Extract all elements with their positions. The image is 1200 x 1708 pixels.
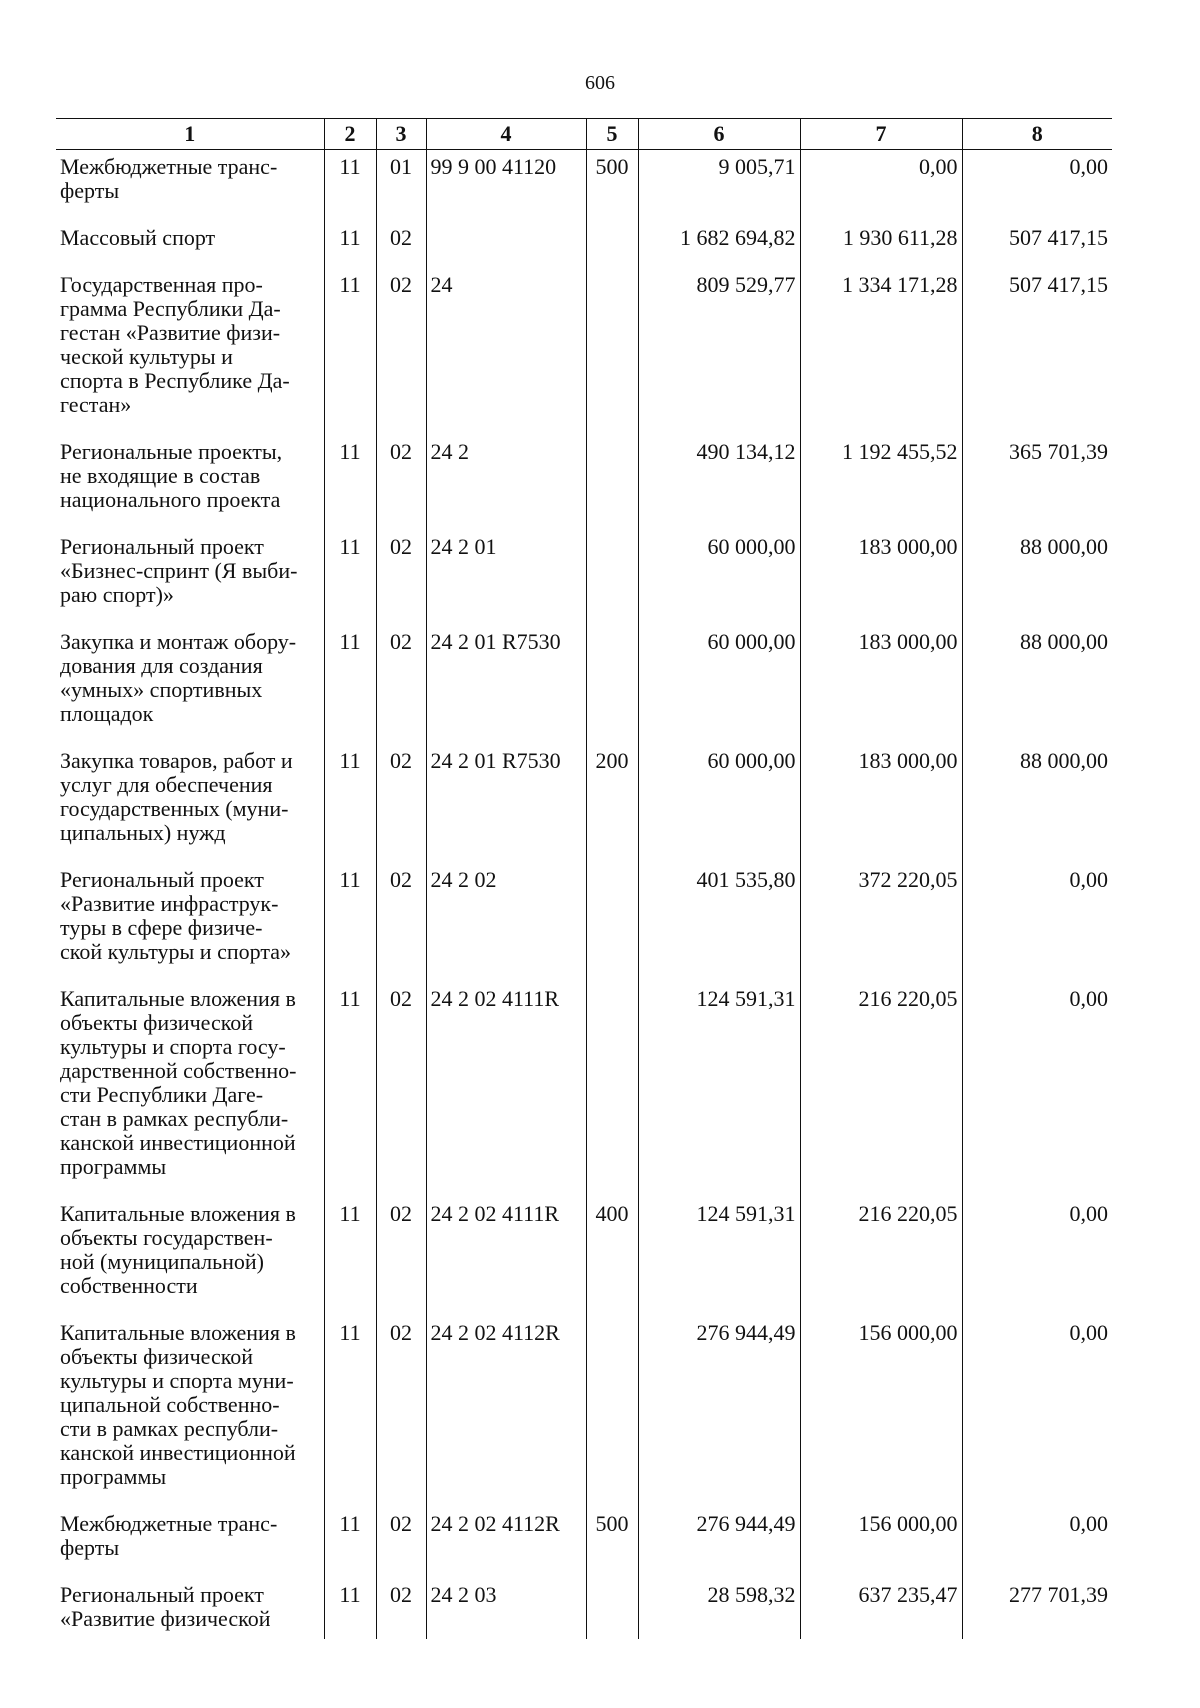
- amount-column-8: [962, 530, 1112, 625]
- expense-type-code: [586, 221, 638, 268]
- amount-column-8: [962, 1197, 1112, 1316]
- amount-column-6: [638, 625, 800, 744]
- section-code-text: 11: [339, 986, 361, 1011]
- amount-column-6: [638, 268, 800, 435]
- section-code: [324, 982, 376, 1197]
- amount-column-8-text: 0,00: [1069, 1511, 1108, 1536]
- table-row: [56, 1316, 1112, 1507]
- amount-column-7-text: 183 000,00: [858, 629, 958, 654]
- amount-column-7-text: 216 220,05: [858, 1201, 958, 1226]
- section-code-text: 11: [339, 534, 361, 559]
- target-article-code-text: 24: [430, 272, 453, 297]
- section-code-text: 11: [339, 225, 361, 250]
- subsection-code: [376, 530, 426, 625]
- section-code-text: 11: [339, 272, 361, 297]
- subsection-code-text: 02: [390, 1201, 412, 1226]
- amount-column-8-text: 507 417,15: [1009, 225, 1108, 250]
- column-header-3: 3: [376, 119, 426, 150]
- target-article-code-text: 24 2: [430, 439, 469, 464]
- table-row: [56, 1578, 1112, 1639]
- target-article-code-text: 24 2 01: [430, 534, 497, 559]
- item-name-text: Капитальные вложения в объекты государствен- ной (муниципальной) собственности: [60, 1201, 296, 1298]
- amount-column-8: [962, 1507, 1112, 1578]
- amount-column-8-text: 0,00: [1069, 1320, 1108, 1345]
- table-row: [56, 1197, 1112, 1316]
- amount-column-7: [800, 625, 962, 744]
- expense-type-code: [586, 982, 638, 1197]
- table-row: [56, 625, 1112, 744]
- table-row: [56, 150, 1112, 222]
- amount-column-6: [638, 150, 800, 222]
- item-name: [56, 1507, 324, 1578]
- expense-type-code: [586, 744, 638, 863]
- section-code: [324, 625, 376, 744]
- item-name: [56, 744, 324, 863]
- expense-type-code: [586, 1578, 638, 1639]
- column-header-5: 5: [586, 119, 638, 150]
- subsection-code-text: 02: [390, 439, 412, 464]
- expense-type-code: [586, 435, 638, 530]
- table-row: [56, 221, 1112, 268]
- amount-column-7: [800, 1197, 962, 1316]
- target-article-code-text: 24 2 02: [430, 867, 497, 892]
- section-code-text: 11: [339, 1511, 361, 1536]
- item-name-text: Закупка и монтаж обору- дования для создания «умных» спортивных площадок: [60, 629, 297, 726]
- subsection-code: [376, 435, 426, 530]
- amount-column-7-text: 156 000,00: [858, 1511, 958, 1536]
- expense-type-code: [586, 1197, 638, 1316]
- column-header-8: 8: [962, 119, 1112, 150]
- amount-column-6-text: 28 598,32: [707, 1582, 796, 1607]
- subsection-code-text: 02: [390, 1582, 412, 1607]
- amount-column-8: [962, 625, 1112, 744]
- amount-column-8: [962, 268, 1112, 435]
- target-article-code: [426, 435, 586, 530]
- section-code-text: 11: [339, 154, 361, 179]
- expense-type-code: [586, 863, 638, 982]
- subsection-code-text: 02: [390, 1511, 412, 1536]
- item-name-text: Региональные проекты, не входящие в состав национального проекта: [60, 439, 283, 512]
- target-article-code: [426, 625, 586, 744]
- table-row: [56, 982, 1112, 1197]
- amount-column-8-text: 365 701,39: [1009, 439, 1108, 464]
- amount-column-7-text: 156 000,00: [858, 1320, 958, 1345]
- target-article-code: [426, 1197, 586, 1316]
- column-header-6: 6: [638, 119, 800, 150]
- amount-column-7-text: 0,00: [919, 154, 958, 179]
- item-name: [56, 1578, 324, 1639]
- item-name: [56, 863, 324, 982]
- amount-column-6-text: 124 591,31: [696, 986, 796, 1011]
- item-name-text: Межбюджетные транс- ферты: [60, 154, 278, 203]
- amount-column-7: [800, 1507, 962, 1578]
- amount-column-8-text: 507 417,15: [1009, 272, 1108, 297]
- amount-column-8: [962, 863, 1112, 982]
- expense-type-code: [586, 625, 638, 744]
- table-row: [56, 530, 1112, 625]
- amount-column-6: [638, 1197, 800, 1316]
- amount-column-8: [962, 150, 1112, 222]
- amount-column-8-text: 88 000,00: [1020, 748, 1108, 773]
- target-article-code-text: 24 2 01 R7530: [430, 629, 561, 654]
- target-article-code: [426, 1578, 586, 1639]
- subsection-code: [376, 625, 426, 744]
- subsection-code: [376, 268, 426, 435]
- amount-column-7-text: 372 220,05: [858, 867, 958, 892]
- column-header-1: 1: [56, 119, 324, 150]
- amount-column-8-text: 0,00: [1069, 986, 1108, 1011]
- amount-column-8-text: 0,00: [1069, 867, 1108, 892]
- target-article-code: [426, 744, 586, 863]
- item-name-text: Государственная про- грамма Республики Да- гестан «Развитие физи- ческой культуры и спорта в Республике Да- гестан»: [60, 272, 290, 417]
- subsection-code-text: 01: [390, 154, 412, 179]
- amount-column-6-text: 276 944,49: [696, 1511, 796, 1536]
- section-code-text: 11: [339, 1320, 361, 1345]
- amount-column-8-text: 277 701,39: [1009, 1582, 1108, 1607]
- item-name: [56, 982, 324, 1197]
- amount-column-7: [800, 435, 962, 530]
- expense-type-code: [586, 268, 638, 435]
- item-name-text: Региональный проект «Бизнес-спринт (Я выби- раю спорт)»: [60, 534, 298, 607]
- section-code: [324, 530, 376, 625]
- amount-column-6-text: 60 000,00: [707, 629, 796, 654]
- target-article-code: [426, 221, 586, 268]
- section-code: [324, 221, 376, 268]
- subsection-code-text: 02: [390, 986, 412, 1011]
- subsection-code: [376, 150, 426, 222]
- amount-column-6-text: 124 591,31: [696, 1201, 796, 1226]
- amount-column-7: [800, 268, 962, 435]
- table-body: [56, 150, 1112, 1640]
- amount-column-8: [962, 744, 1112, 863]
- amount-column-6: [638, 530, 800, 625]
- amount-column-8: [962, 1578, 1112, 1639]
- amount-column-7: [800, 1578, 962, 1639]
- item-name: [56, 530, 324, 625]
- expense-type-code-text: 500: [595, 154, 629, 179]
- table-row: [56, 744, 1112, 863]
- table-row: [56, 863, 1112, 982]
- amount-column-7-text: 1 930 611,28: [842, 225, 958, 250]
- item-name: [56, 1316, 324, 1507]
- item-name-text: Межбюджетные транс- ферты: [60, 1511, 278, 1560]
- amount-column-7-text: 183 000,00: [858, 748, 958, 773]
- table-row: [56, 1507, 1112, 1578]
- amount-column-6: [638, 221, 800, 268]
- subsection-code: [376, 1578, 426, 1639]
- amount-column-8-text: 88 000,00: [1020, 629, 1108, 654]
- amount-column-6-text: 809 529,77: [696, 272, 796, 297]
- expense-type-code: [586, 1316, 638, 1507]
- table-header-row: [56, 119, 1112, 150]
- amount-column-7-text: 637 235,47: [858, 1582, 958, 1607]
- target-article-code: [426, 982, 586, 1197]
- amount-column-7: [800, 863, 962, 982]
- item-name: [56, 150, 324, 222]
- target-article-code: [426, 150, 586, 222]
- section-code-text: 11: [339, 1582, 361, 1607]
- amount-column-6: [638, 1507, 800, 1578]
- expense-type-code: [586, 150, 638, 222]
- page-number: 606: [585, 72, 615, 94]
- amount-column-7: [800, 744, 962, 863]
- section-code: [324, 435, 376, 530]
- amount-column-7: [800, 221, 962, 268]
- amount-column-8-text: 0,00: [1069, 1201, 1108, 1226]
- target-article-code-text: 24 2 01 R7530: [430, 748, 561, 773]
- item-name: [56, 268, 324, 435]
- expense-type-code-text: 400: [595, 1201, 629, 1226]
- item-name: [56, 221, 324, 268]
- item-name-text: Массовый спорт: [60, 225, 216, 250]
- section-code: [324, 150, 376, 222]
- subsection-code: [376, 863, 426, 982]
- amount-column-7: [800, 1316, 962, 1507]
- amount-column-6: [638, 435, 800, 530]
- target-article-code-text: 24 2 03: [430, 1582, 497, 1607]
- subsection-code: [376, 1316, 426, 1507]
- expense-type-code-text: 500: [595, 1511, 629, 1536]
- amount-column-7-text: 183 000,00: [858, 534, 958, 559]
- subsection-code: [376, 744, 426, 863]
- amount-column-6-text: 9 005,71: [718, 154, 796, 179]
- amount-column-6-text: 60 000,00: [707, 748, 796, 773]
- section-code-text: 11: [339, 748, 361, 773]
- column-header-4: 4: [426, 119, 586, 150]
- subsection-code-text: 02: [390, 1320, 412, 1345]
- subsection-code: [376, 1197, 426, 1316]
- amount-column-6: [638, 863, 800, 982]
- amount-column-7-text: 216 220,05: [858, 986, 958, 1011]
- target-article-code: [426, 863, 586, 982]
- amount-column-6-text: 401 535,80: [696, 867, 796, 892]
- subsection-code-text: 02: [390, 867, 412, 892]
- amount-column-6-text: 60 000,00: [707, 534, 796, 559]
- column-header-7: 7: [800, 119, 962, 150]
- expense-type-code-text: 200: [595, 748, 629, 773]
- section-code: [324, 744, 376, 863]
- amount-column-6: [638, 1578, 800, 1639]
- amount-column-8-text: 88 000,00: [1020, 534, 1108, 559]
- subsection-code: [376, 1507, 426, 1578]
- expense-type-code: [586, 530, 638, 625]
- expense-type-code: [586, 1507, 638, 1578]
- item-name-text: Капитальные вложения в объекты физической культуры и спорта муни- ципальной собственно- сти в рамках республи- канской инвестиционной программы: [60, 1320, 296, 1489]
- subsection-code: [376, 982, 426, 1197]
- amount-column-8: [962, 982, 1112, 1197]
- amount-column-6-text: 276 944,49: [696, 1320, 796, 1345]
- amount-column-7: [800, 530, 962, 625]
- budget-table: [56, 118, 1112, 1639]
- item-name: [56, 1197, 324, 1316]
- subsection-code-text: 02: [390, 534, 412, 559]
- amount-column-8: [962, 435, 1112, 530]
- amount-column-6-text: 490 134,12: [696, 439, 796, 464]
- section-code: [324, 1316, 376, 1507]
- item-name-text: Региональный проект «Развитие физической: [60, 1582, 271, 1631]
- subsection-code-text: 02: [390, 629, 412, 654]
- amount-column-6: [638, 1316, 800, 1507]
- item-name: [56, 435, 324, 530]
- amount-column-7: [800, 150, 962, 222]
- target-article-code-text: 24 2 02 4112R: [430, 1320, 560, 1345]
- section-code: [324, 863, 376, 982]
- amount-column-8-text: 0,00: [1069, 154, 1108, 179]
- target-article-code: [426, 268, 586, 435]
- section-code-text: 11: [339, 439, 361, 464]
- item-name-text: Капитальные вложения в объекты физической культуры и спорта госу- дарственной собственно- сти Республики Даге- стан в рамках республи- канской инвестиционной программы: [60, 986, 297, 1179]
- target-article-code-text: 24 2 02 4111R: [430, 1201, 560, 1226]
- section-code-text: 11: [339, 1201, 361, 1226]
- table-row: [56, 435, 1112, 530]
- subsection-code-text: 02: [390, 225, 412, 250]
- section-code-text: 11: [339, 629, 361, 654]
- amount-column-7-text: 1 334 171,28: [842, 272, 958, 297]
- amount-column-6: [638, 982, 800, 1197]
- item-name-text: Закупка товаров, работ и услуг для обеспечения государственных (муни- ципальных) нужд: [60, 748, 293, 845]
- target-article-code: [426, 1507, 586, 1578]
- column-header-2: 2: [324, 119, 376, 150]
- item-name: [56, 625, 324, 744]
- target-article-code: [426, 1316, 586, 1507]
- section-code: [324, 1507, 376, 1578]
- amount-column-8: [962, 1316, 1112, 1507]
- subsection-code-text: 02: [390, 748, 412, 773]
- table-row: [56, 268, 1112, 435]
- subsection-code-text: 02: [390, 272, 412, 297]
- amount-column-6: [638, 744, 800, 863]
- target-article-code: [426, 530, 586, 625]
- section-code-text: 11: [339, 867, 361, 892]
- target-article-code-text: 24 2 02 4111R: [430, 986, 560, 1011]
- target-article-code-text: 99 9 00 41120: [430, 154, 557, 179]
- amount-column-7: [800, 982, 962, 1197]
- amount-column-8: [962, 221, 1112, 268]
- target-article-code-text: 24 2 02 4112R: [430, 1511, 560, 1536]
- amount-column-7-text: 1 192 455,52: [842, 439, 958, 464]
- amount-column-6-text: 1 682 694,82: [680, 225, 796, 250]
- item-name-text: Региональный проект «Развитие инфраструк- туры в сфере физиче- ской культуры и спорта»: [60, 867, 291, 964]
- subsection-code: [376, 221, 426, 268]
- section-code: [324, 268, 376, 435]
- section-code: [324, 1578, 376, 1639]
- section-code: [324, 1197, 376, 1316]
